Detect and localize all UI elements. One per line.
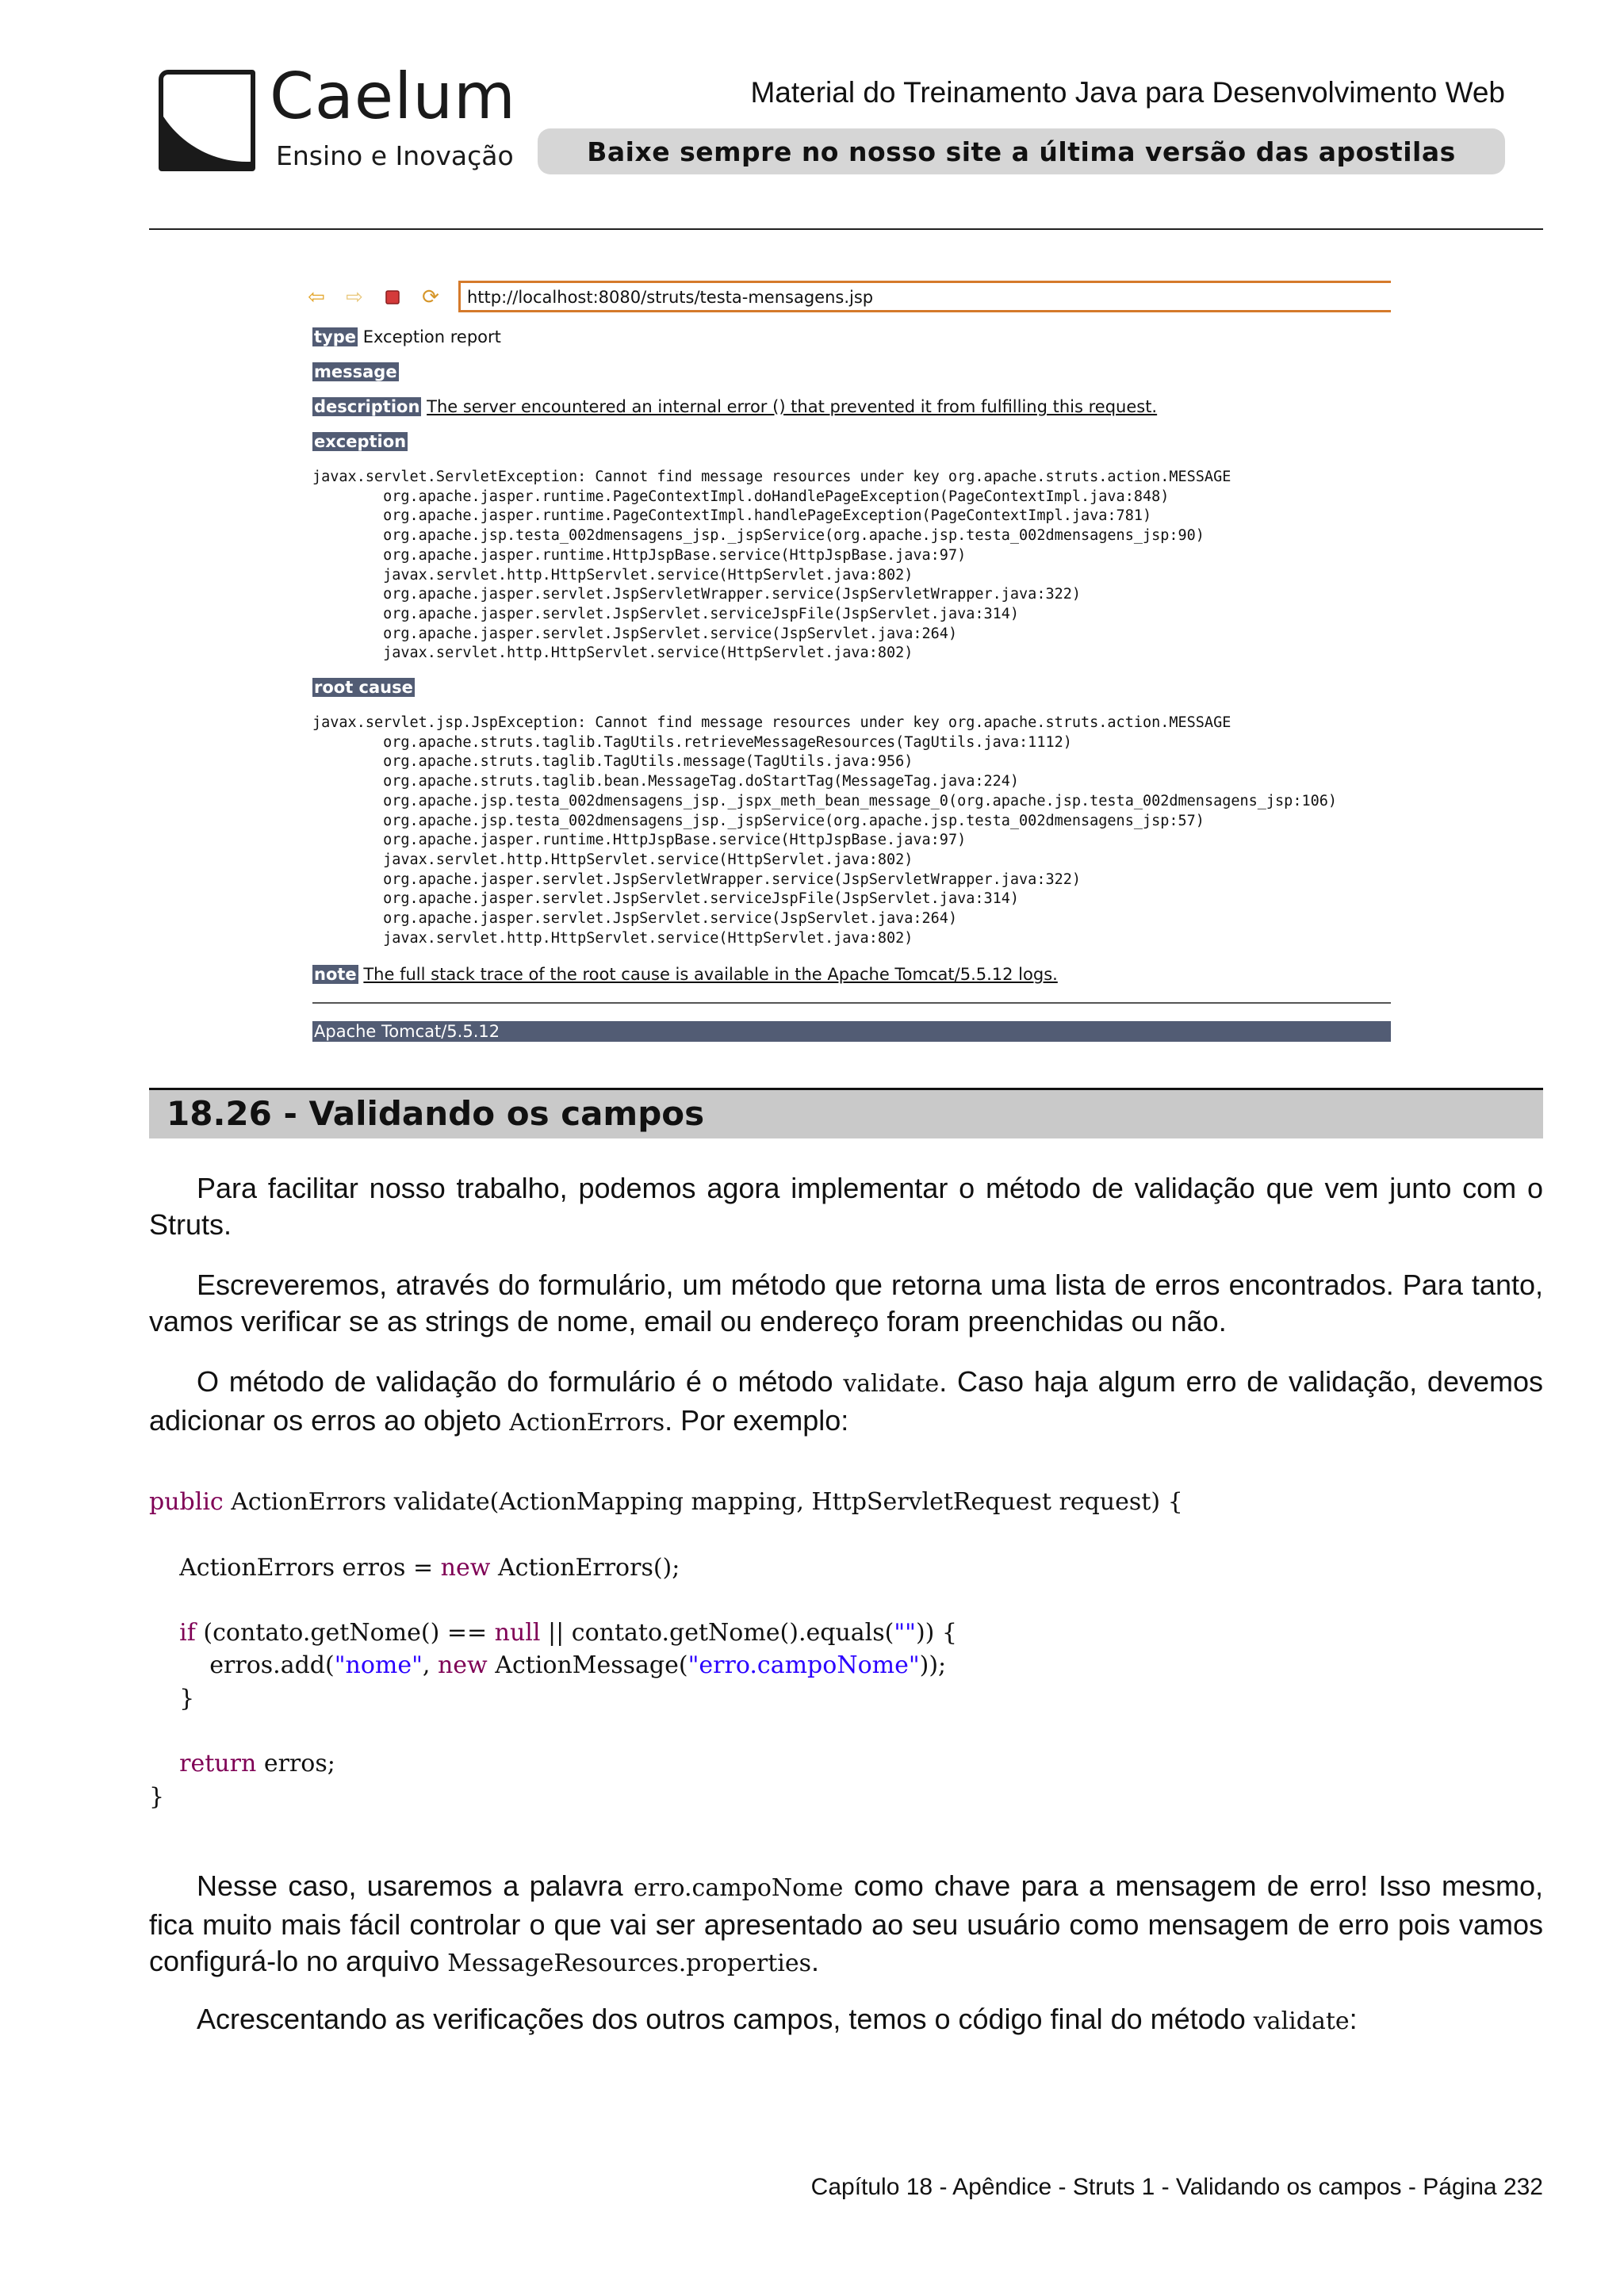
inline-code-validate-2: validate <box>1253 2007 1350 2035</box>
exception-stack-trace: javax.servlet.ServletException: Cannot find message resources under key org.apache.struts.action.MESSAGE org.apache.jasper.runtime.PageContextImpl.doHandlePageException(PageContextImpl.java:848) org.apache.jasper.runtime.PageContextImpl.handlePageException(PageContextImpl.java:781) org.apache.jsp.testa_002dmensagens_jsp._jspService(org.apache.jsp.testa_002dmensagens_jsp:90) org.apache.jasper.runtime.HttpJspBase.service(HttpJspBase.java:97) javax.servlet.http.HttpServlet.service(HttpServlet.java:802) org.apache.jasper.servlet.JspServletWrapper.service(JspServletWrapper.java:322) org.apache.jasper.servlet.JspServlet.serviceJspFile(JspServlet.java:314) org.apache.jasper.servlet.JspServlet.service(JspServlet.java:264) javax.servlet.http.HttpServlet.service(HttpServlet.java:802) <box>312 469 1231 662</box>
screenshot-divider <box>312 1002 1391 1004</box>
logo-wordmark: Caelum <box>270 59 516 133</box>
logo-tagline: Ensino e Inovação <box>276 140 514 171</box>
section-heading: 18.26 - Validando os campos <box>149 1088 1543 1138</box>
server-footer: Apache Tomcat/5.5.12 <box>312 1021 1391 1042</box>
p3-text-a: O método de validação do formulário é o método <box>197 1365 844 1398</box>
note-row <box>312 964 1058 985</box>
message-row <box>312 362 399 382</box>
code-block <box>149 1486 1183 1813</box>
forward-arrow-icon[interactable]: ⇨ <box>346 285 363 309</box>
inline-code-actionerrors: ActionErrors <box>509 1409 665 1437</box>
header-title: Material do Treinamento Java para Desenvolvimento Web <box>750 76 1505 109</box>
p5-text-b: : <box>1349 2003 1358 2035</box>
exception-row <box>312 431 408 452</box>
code-line-5: if (contato.getNome() == null || contato.getNome().equals("")) { <box>179 1619 957 1647</box>
root-cause-row <box>312 677 415 698</box>
description-row <box>312 396 1157 417</box>
reload-icon[interactable]: ⟳ <box>422 285 439 309</box>
download-banner <box>538 128 1505 174</box>
download-banner-text: Baixe sempre no nosso site a última versão das apostilas <box>587 136 1456 167</box>
description-value: The server encountered an internal error () that prevented it from fulfilling this request. <box>427 397 1158 416</box>
logo-star-icon: ✱ <box>167 75 179 91</box>
message-label: message <box>314 362 397 381</box>
inline-code-validate: validate <box>843 1370 940 1398</box>
p3-text-c: . Por exemplo: <box>665 1404 849 1437</box>
header-divider <box>149 228 1543 230</box>
type-row <box>312 327 501 347</box>
note-value: The full stack trace of the root cause is available in the Apache Tomcat/5.5.12 logs. <box>363 965 1058 984</box>
code-line-3: ActionErrors erros = new ActionErrors(); <box>149 1553 680 1582</box>
root-cause-stack-trace: javax.servlet.jsp.JspException: Cannot find message resources under key org.apache.struts.action.MESSAGE org.apache.struts.taglib.TagUtils.retrieveMessageResources(TagUtils.java:1112) org.apache.struts.taglib.TagUtils.message(TagUtils.java:956) org.apache.struts.taglib.bean.MessageTag.doStartTag(MessageTag.java:224) org.apache.jsp.testa_002dmensagens_jsp._jspx_meth_bean_message_0(org.apache.jsp.testa_002dmensagens_jsp:106) org.apache.jsp.testa_002dmensagens_jsp._jspService(org.apache.jsp.testa_002dmensagens_jsp:57) org.apache.jasper.runtime.HttpJspBase.service(HttpJspBase.java:97) javax.servlet.http.HttpServlet.service(HttpServlet.java:802) org.apache.jasper.servlet.JspServletWrapper.service(JspServletWrapper.java:322) org.apache.jasper.servlet.JspServlet.serviceJspFile(JspServlet.java:314) org.apache.jasper.servlet.JspServlet.service(JspServlet.java:264) javax.servlet.http.HttpServlet.service(HttpServlet.java:802) <box>312 714 1338 947</box>
url-field[interactable]: http://localhost:8080/struts/testa-mensagens.jsp <box>458 281 1391 312</box>
p5-text-a: Acrescentando as verificações dos outros campos, temos o código final do método <box>197 2003 1254 2035</box>
type-label: type <box>314 327 357 346</box>
description-label: description <box>314 397 420 416</box>
inline-code-erro-camponome: erro.campoNome <box>634 1874 844 1902</box>
page-footer: Capítulo 18 - Apêndice - Struts 1 - Validando os campos - Página 232 <box>810 2174 1543 2200</box>
paragraph-4 <box>149 1868 1543 1982</box>
code-line-7: } <box>149 1684 195 1712</box>
code-line-9: return erros; <box>179 1750 335 1778</box>
inline-code-messageresources: MessageResources.properties <box>447 1950 811 1977</box>
p4-text-b: como chave para a mensagem de erro! Isso mesmo, fica muito mais fácil controlar o que vai ser apresentado ao seu usuário como mensagem de erro pois vamos configurá-lo no arquivo <box>149 1869 1543 1977</box>
p3-text-b: . Caso haja algum erro de validação, devemos adicionar os erros ao objeto <box>149 1365 1543 1437</box>
root-cause-label: root cause <box>314 678 413 697</box>
back-arrow-icon[interactable]: ⇦ <box>308 285 325 309</box>
type-value: Exception report <box>362 327 501 346</box>
paragraph-5 <box>149 2001 1543 2040</box>
note-label: note <box>314 965 357 984</box>
code-line-6: erros.add("nome", new ActionMessage("erro.campoNome")); <box>149 1651 947 1680</box>
paragraph-3 <box>149 1364 1543 1441</box>
browser-screenshot <box>303 277 1391 1047</box>
paragraph-2: Escreveremos, através do formulário, um método que retorna uma lista de erros encontrados. Para tanto, vamos verificar se as strings de nome, email ou endereço foram preenchidas ou não. <box>149 1269 1543 1337</box>
code-line-10: } <box>149 1782 165 1811</box>
p4-text-a: Nesse caso, usaremos a palavra <box>197 1869 634 1902</box>
code-line-1: public ActionErrors validate(ActionMapping mapping, HttpServletRequest request) { <box>149 1488 1183 1516</box>
stop-icon[interactable] <box>379 284 406 311</box>
exception-label: exception <box>314 432 407 451</box>
paragraph-1: Para facilitar nosso trabalho, podemos agora implementar o método de validação que vem junto com o Struts. <box>149 1172 1543 1241</box>
p4-text-c: . <box>811 1945 820 1977</box>
browser-toolbar <box>303 284 444 311</box>
